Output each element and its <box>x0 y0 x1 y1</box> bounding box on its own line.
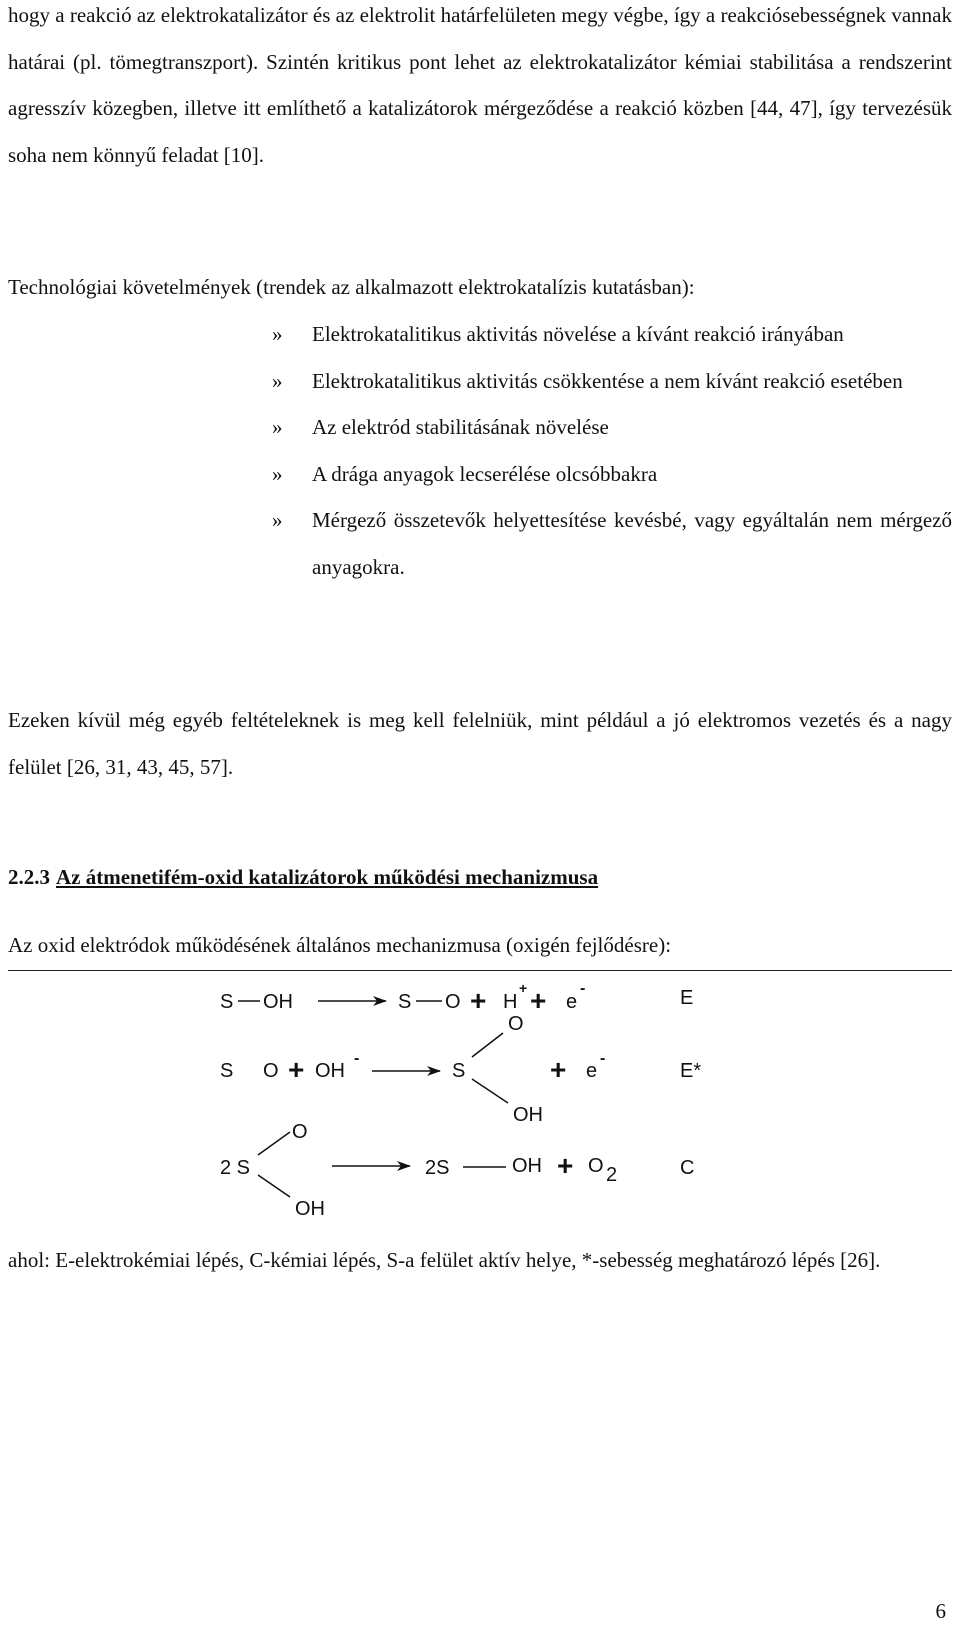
reaction-2 <box>220 1013 701 1126</box>
r2-rhs-o: O <box>508 1013 524 1035</box>
r2-e-charge: - <box>600 1050 606 1067</box>
r3-lhs-2s: 2 S <box>220 1157 251 1179</box>
list-item-text: Az elektród stabilitásának növelése <box>312 415 609 439</box>
r2-bond-o <box>472 1033 503 1057</box>
r2-lhs-s: S <box>220 1060 234 1082</box>
r1-e-charge: - <box>580 980 586 997</box>
section-title: Az átmenetifém-oxid katalizátorok működési mechanizmusa <box>56 865 599 889</box>
list-item <box>272 497 952 590</box>
r2-rhs-oh: OH <box>513 1104 543 1126</box>
r2-oh-charge: - <box>354 1050 360 1067</box>
r3-rhs-oh: OH <box>512 1155 542 1177</box>
r1-step-type: E <box>680 987 694 1009</box>
mechanism-diagram <box>0 975 960 1235</box>
r2-e: e <box>586 1060 598 1082</box>
additional-paragraph: Ezeken kívül még egyéb feltételeknek is meg kell felelniük, mint például a jó elektromos vezetés és a nagy felület [26, 31, 43, 45, 57]. <box>8 708 952 779</box>
r1-plus: + <box>470 985 487 1016</box>
list-item-text: Elektrokatalitikus aktivitás csökkentése a nem kívánt reakció esetében <box>312 368 903 393</box>
r3-bond-oh <box>258 1175 290 1197</box>
legend-paragraph: ahol: E-elektrokémiai lépés, C-kémiai lépés, S-a felület aktív helye, *-sebesség meghatározó lépés [26]. <box>8 1248 881 1272</box>
r1-h: H <box>503 991 518 1013</box>
list-item-text: A drága anyagok lecserélése olcsóbbakra <box>312 461 658 486</box>
r2-bond-oh <box>472 1079 508 1103</box>
list-item <box>272 451 952 498</box>
r1-h-charge: + <box>519 980 528 996</box>
r2-oh: OH <box>315 1060 345 1082</box>
list-item-text: Elektrokatalitikus aktivitás növelése a kívánt reakció irányában <box>312 322 844 346</box>
divider-line <box>8 970 952 971</box>
list-item <box>272 311 952 358</box>
r1-rhs-s: S <box>398 991 412 1013</box>
requirements-intro: Technológiai követelmények (trendek az alkalmazott elektrokatalízis kutatásban): <box>8 275 695 299</box>
bullet-marker: » <box>272 368 283 393</box>
r3-plus: + <box>557 1150 574 1181</box>
r1-e: e <box>566 991 578 1013</box>
r2-plus: + <box>288 1054 305 1085</box>
list-item <box>272 358 952 405</box>
r1-lhs-s: S <box>220 991 234 1013</box>
r1-lhs-oh: OH <box>263 991 293 1013</box>
section-heading <box>8 862 598 892</box>
requirements-list <box>272 311 952 590</box>
bullet-marker: » <box>272 508 283 532</box>
bullet-marker: » <box>272 415 283 439</box>
intro-paragraph: hogy a reakció az elektrokatalizátor és az elektrolit határfelületen megy végbe, így a reakciósebességnek vannak határai (pl. tömegtranszport). Szintén kritikus pont lehet az elektrokatalizátor kémiai stabilitása a rendszerint agresszív közegben, illetve itt említhető a katalizátorok mérgeződése a reakció közben [44, 47], így tervezésük soha nem könnyű feladat [10]. <box>8 3 952 167</box>
r3-lhs-o: O <box>292 1121 308 1143</box>
reaction-1 <box>220 980 693 1016</box>
r1-plus-2: + <box>530 985 547 1016</box>
r3-lhs-oh: OH <box>295 1198 325 1220</box>
r2-step-type: E* <box>680 1060 702 1082</box>
page-number: 6 <box>935 1599 946 1623</box>
r3-o2-sub: 2 <box>606 1164 618 1186</box>
section-number: 2.2.3 <box>8 865 50 889</box>
r3-rhs-2s: 2S <box>425 1157 450 1179</box>
mechanism-intro: Az oxid elektródok működésének általános mechanizmusa (oxigén fejlődésre): <box>8 933 672 957</box>
list-item-text: Mérgező összetevők helyettesítése kevésbé, vagy egyáltalán nem mérgező anyagokra. <box>312 508 952 579</box>
r2-lhs-o: O <box>263 1060 279 1082</box>
r3-bond-o <box>258 1132 290 1155</box>
r2-plus-2: + <box>550 1054 567 1085</box>
reaction-3 <box>220 1121 694 1220</box>
list-item <box>272 404 952 451</box>
bullet-marker: » <box>272 322 283 346</box>
r1-rhs-o: O <box>445 991 461 1013</box>
bullet-marker: » <box>272 461 283 486</box>
r3-step-type: C <box>680 1157 695 1179</box>
r3-o2: O <box>588 1155 604 1177</box>
r2-rhs-s: S <box>452 1060 466 1082</box>
